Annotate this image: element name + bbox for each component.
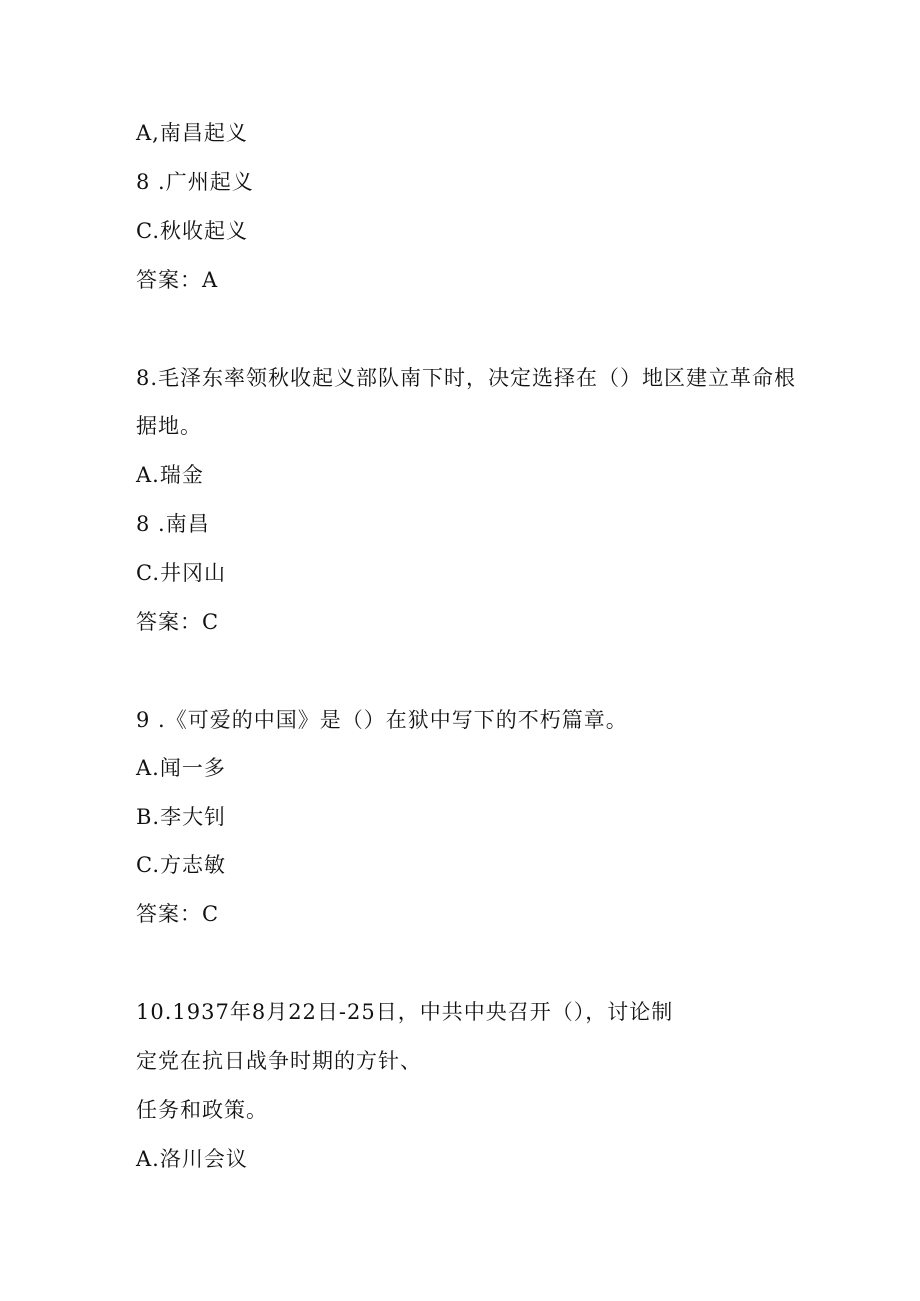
q9-option-b: B.李大钊 xyxy=(136,805,227,829)
q7-option-b: 8 .广州起义 xyxy=(136,170,254,194)
q10-stem-line1: 10.1937年8月22日-25日，中共中央召开（），讨论制 xyxy=(136,1000,674,1024)
q9-option-c: C.方志敏 xyxy=(136,853,226,877)
q8-stem-line1: 8.毛泽东率领秋收起义部队南下时，决定选择在（）地区建立革命根 xyxy=(136,366,797,390)
q9-option-a: A.闻一多 xyxy=(136,756,226,780)
q9-stem: 9 .《可爱的中国》是（）在狱中写下的不朽篇章。 xyxy=(136,708,628,732)
q10-stem-line3: 任务和政策。 xyxy=(136,1098,268,1122)
q8-option-c: C.井冈山 xyxy=(136,561,226,585)
q7-option-c: C.秋收起义 xyxy=(136,219,248,243)
q10-stem-line2: 定党在抗日战争时期的方针、 xyxy=(136,1049,422,1073)
q8-option-a: A.瑞金 xyxy=(136,463,204,487)
q8-stem-line2: 据地。 xyxy=(136,414,202,438)
q9-answer: 答案：C xyxy=(136,902,220,926)
q10-option-a: A.洛川会议 xyxy=(136,1147,248,1171)
q7-option-a: A,南昌起义 xyxy=(136,121,248,145)
q8-answer: 答案：C xyxy=(136,610,220,634)
q8-option-b: 8 .南昌 xyxy=(136,512,210,536)
q7-answer: 答案：A xyxy=(136,268,219,292)
